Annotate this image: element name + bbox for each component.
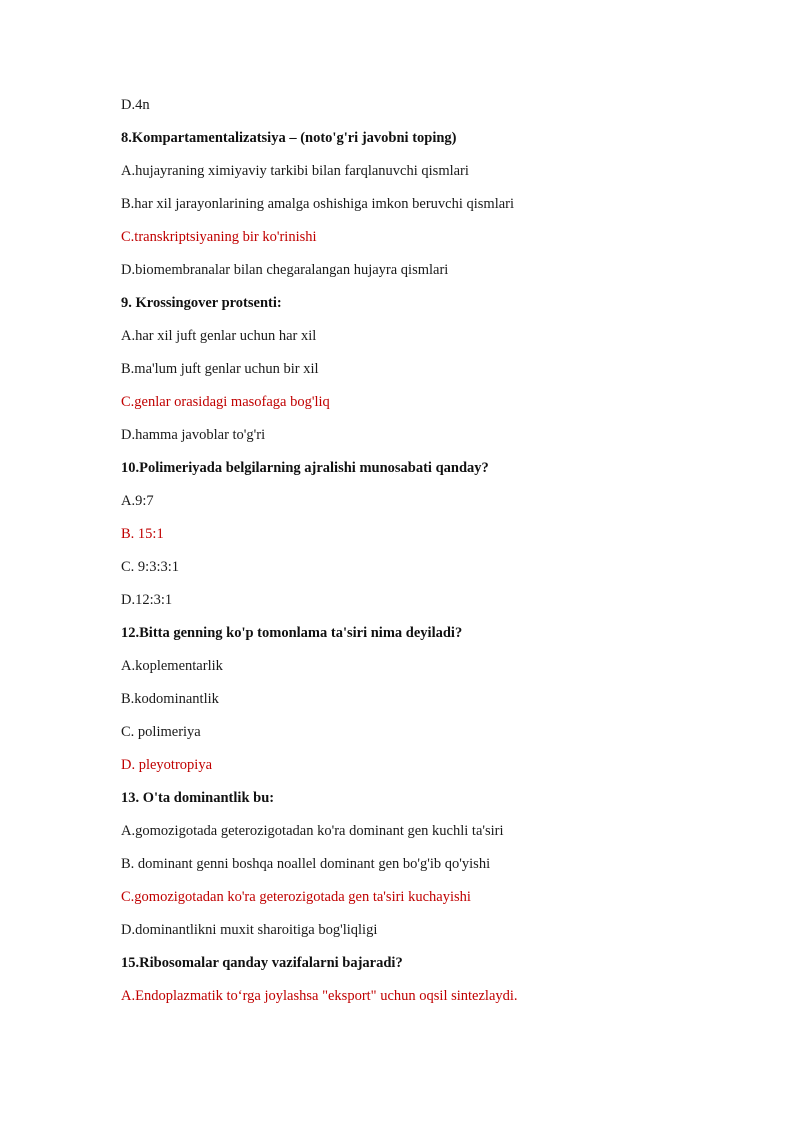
question-heading: 10.Polimeriyada belgilarning ajralishi munosabati qanday? [121,460,489,476]
option-line: C. polimeriya [121,724,201,740]
option-line: B. dominant genni boshqa noallel dominant gen bo'g'ib qo'yishi [121,856,491,872]
correct-answer-line: A.Endoplazmatik to‘rga joylashsa "eksport" uchun oqsil sintezlaydi. [121,988,518,1004]
question-heading: 15.Ribosomalar qanday vazifalarni bajaradi? [121,955,403,971]
option-line: C. 9:3:3:1 [121,559,180,575]
option-line: A.gomozigotada geterozigotadan ko'ra dominant gen kuchli ta'siri [121,823,504,839]
option-line: D.4n [121,97,150,113]
option-line: D.dominantlikni muxit sharoitiga bog'liqligi [121,922,378,938]
question-heading: 9. Krossingover protsenti: [121,295,282,311]
question-heading: 13. O'ta dominantlik bu: [121,790,275,806]
correct-answer-line: B. 15:1 [121,526,164,542]
correct-answer-line: C.genlar orasidagi masofaga bog'liq [121,394,330,410]
option-line: B.kodominantlik [121,691,219,707]
option-line: B.har xil jarayonlarining amalga oshishiga imkon beruvchi qismlari [121,196,515,212]
option-line: D.biomembranalar bilan chegaralangan hujayra qismlari [121,262,449,278]
question-heading: 12.Bitta genning ko'p tomonlama ta'siri nima deyiladi? [121,625,463,641]
option-line: A.har xil juft genlar uchun har xil [121,328,317,344]
question-heading: 8.Kompartamentalizatsiya – (noto'g'ri javobni toping) [121,130,457,146]
option-line: A.hujayraning ximiyaviy tarkibi bilan farqlanuvchi qismlari [121,163,469,179]
correct-answer-line: D. pleyotropiya [121,757,213,773]
correct-answer-line: C.gomozigotadan ko'ra geterozigotada gen ta'siri kuchayishi [121,889,471,905]
option-line: A.koplementarlik [121,658,223,674]
option-line: D.hamma javoblar to'g'ri [121,427,266,443]
option-line: B.ma'lum juft genlar uchun bir xil [121,361,319,377]
option-line: A.9:7 [121,493,154,509]
option-line: D.12:3:1 [121,592,173,608]
correct-answer-line: C.transkriptsiyaning bir ko'rinishi [121,229,317,245]
